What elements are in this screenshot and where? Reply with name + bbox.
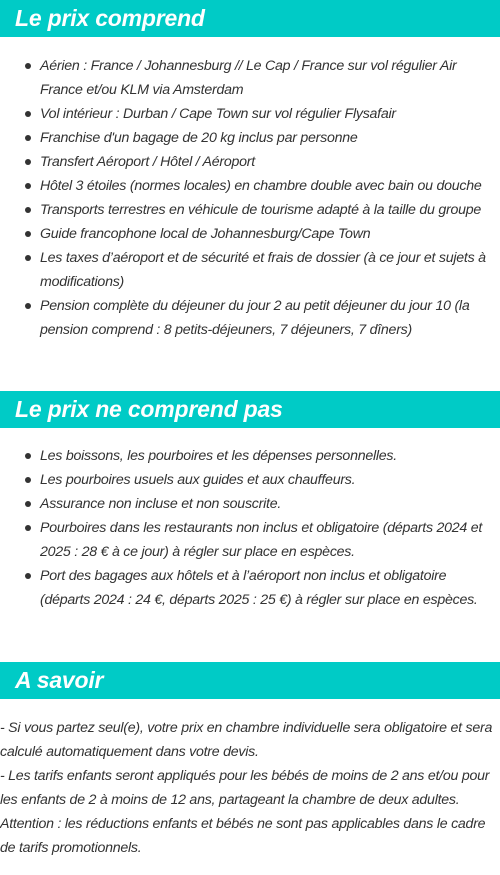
info-paragraph: - Les tarifs enfants seront appliqués pour les bébés de moins de 2 ans et/ou pour les enfants de 2 à moins de 12 ans, partageant la chambre de deux adultes. bbox=[0, 768, 490, 808]
list-item-text: Pension complète du déjeuner du jour 2 au petit déjeuner du jour 10 (la pension comprend : 8 petits-déjeuners, 7 déjeuners, 7 dîners) bbox=[40, 298, 470, 338]
list-item-text: Franchise d'un bagage de 20 kg inclus par personne bbox=[40, 130, 358, 146]
list-item-text: Hôtel 3 étoiles (normes locales) en chambre double avec bain ou douche bbox=[40, 178, 482, 194]
bullet-icon bbox=[25, 231, 31, 237]
list-item bbox=[0, 198, 500, 222]
bullet-icon bbox=[25, 303, 31, 309]
list-item-text: Les pourboires usuels aux guides et aux chauffeurs. bbox=[40, 472, 356, 488]
info-paragraph: - Si vous partez seul(e), votre prix en chambre individuelle sera obligatoire et sera calculé automatiquement dans votre devis. bbox=[0, 720, 493, 760]
list-item-text: Transports terrestres en véhicule de tourisme adapté à la taille du groupe bbox=[40, 202, 482, 218]
list-item-text: Vol intérieur : Durban / Cape Town sur vol régulier Flysafair bbox=[40, 106, 396, 122]
info-notes bbox=[0, 716, 500, 860]
bullet-icon bbox=[25, 501, 31, 507]
list-item bbox=[0, 246, 500, 294]
bullet-icon bbox=[25, 453, 31, 459]
list-item bbox=[0, 492, 500, 516]
list-item-text: Les taxes d’aéroport et de sécurité et frais de dossier (à ce jour et sujets à modifications) bbox=[40, 250, 486, 290]
list-item bbox=[0, 102, 500, 126]
bullet-icon bbox=[25, 63, 31, 69]
list-item-text: Assurance non incluse et non souscrite. bbox=[40, 496, 282, 512]
list-item bbox=[0, 516, 500, 564]
bullet-icon bbox=[25, 525, 31, 531]
not-included-list bbox=[0, 444, 500, 612]
list-item bbox=[0, 222, 500, 246]
section-header-info bbox=[0, 662, 500, 699]
list-item bbox=[0, 174, 500, 198]
info-paragraph: Attention : les réductions enfants et bébés ne sont pas applicables dans le cadre de tarifs promotionnels. bbox=[0, 816, 486, 856]
bullet-icon bbox=[25, 183, 31, 189]
list-item-text: Transfert Aéroport / Hôtel / Aéroport bbox=[40, 154, 255, 170]
section-header-included bbox=[0, 0, 500, 37]
list-item bbox=[0, 150, 500, 174]
bullet-icon bbox=[25, 111, 31, 117]
list-item bbox=[0, 294, 500, 342]
list-item-text: Les boissons, les pourboires et les dépenses personnelles. bbox=[40, 448, 397, 464]
list-item-text: Guide francophone local de Johannesburg/Cape Town bbox=[40, 226, 371, 242]
list-item-text: Aérien : France / Johannesburg // Le Cap / France sur vol régulier Air France et/ou KLM via Amsterdam bbox=[40, 58, 457, 98]
section-header-not-included bbox=[0, 391, 500, 428]
list-item-text: Pourboires dans les restaurants non inclus et obligatoire (départs 2024 et 2025 : 28 € à ce jour) à régler sur place en espèces. bbox=[40, 520, 483, 560]
bullet-icon bbox=[25, 135, 31, 141]
bullet-icon bbox=[25, 573, 31, 579]
bullet-icon bbox=[25, 159, 31, 165]
bullet-icon bbox=[25, 477, 31, 483]
list-item-text: Port des bagages aux hôtels et à l’aéroport non inclus et obligatoire (départs 2024 : 24 €, départs 2025 : 25 €) à régler sur place en espèces. bbox=[40, 568, 478, 608]
section-title-not-included: Le prix ne comprend pas bbox=[15, 396, 283, 422]
list-item bbox=[0, 564, 500, 612]
section-title-info: A savoir bbox=[15, 667, 104, 693]
list-item bbox=[0, 444, 500, 468]
bullet-icon bbox=[25, 255, 31, 261]
bullet-icon bbox=[25, 207, 31, 213]
list-item bbox=[0, 126, 500, 150]
section-title-included: Le prix comprend bbox=[15, 5, 205, 31]
list-item bbox=[0, 54, 500, 102]
included-list bbox=[0, 54, 500, 342]
list-item bbox=[0, 468, 500, 492]
